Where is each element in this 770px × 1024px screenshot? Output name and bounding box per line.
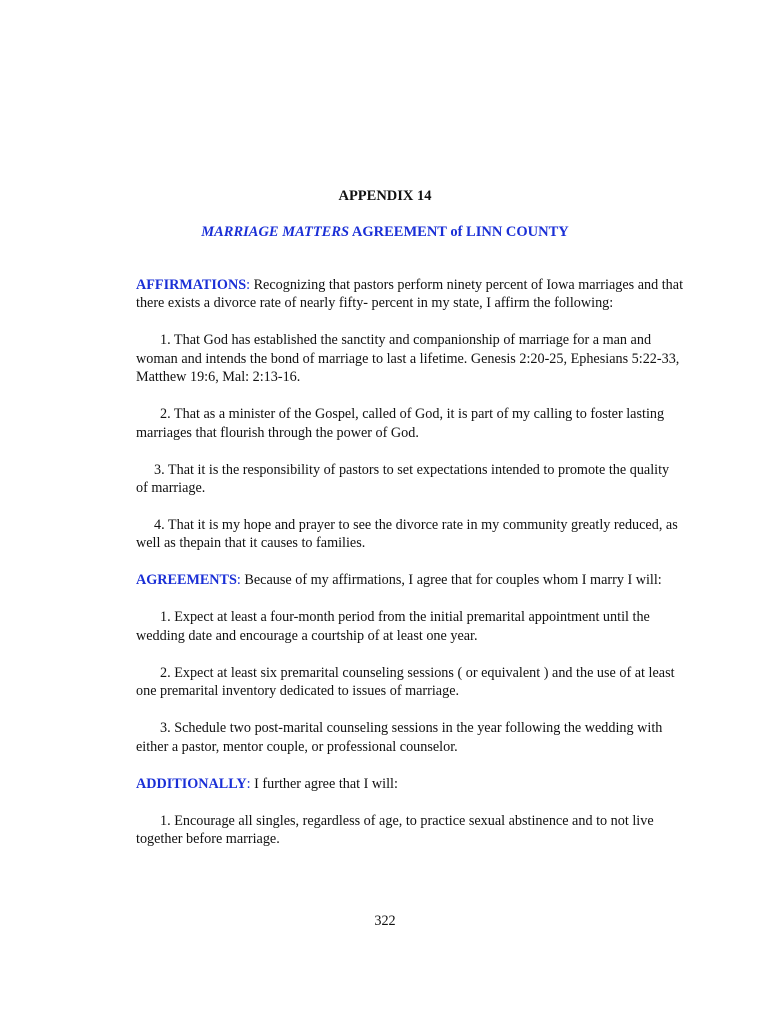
agreements-label: AGREEMENTS <box>136 572 237 589</box>
agreement-item-3: 3. Schedule two post-marital counseling sessions in the year following the wedding with either a pastor, mentor couple, or professional counselor. <box>136 720 663 755</box>
additionally-colon: : <box>246 775 251 792</box>
affirmation-item-1: 1. That God has established the sanctity and companionship of marriage for a man and woman and intends the bond of marriage to last a lifetime. Genesis 2:20-25, Ephesians 5:22-33, Matthew 19:6, Mal: 2:13-16. <box>136 332 680 386</box>
agreement-item-1: 1. Expect at least a four-month period from the initial premarital appointment until the wedding date and encourage a courtship of at least one year. <box>136 609 650 644</box>
additionally-label: ADDITIONALLY <box>136 775 247 792</box>
agreement-title-italic: MARRIAGE MATTERS <box>201 224 350 240</box>
additionally-intro <box>136 775 684 793</box>
additionally-item-1: 1. Encourage all singles, regardless of age, to practice sexual abstinence and to not live together before marriage. <box>136 812 654 848</box>
affirmations-intro <box>136 276 684 313</box>
affirmations-label: AFFIRMATIONS <box>136 277 247 293</box>
agreement-item-2: 2. Expect at least six premarital counseling sessions ( or equivalent ) and the use of at least one premarital inventory dedicated to issues of marriage. <box>136 664 675 700</box>
agreements-colon: : <box>236 572 241 589</box>
agreement-title <box>0 224 770 241</box>
affirmation-item-3: 3. That it is the responsibility of pastors to set expectations intended to promote the quality of marriage. <box>136 461 670 497</box>
page-number: 322 <box>374 913 396 929</box>
document-body <box>136 276 684 867</box>
agreements-intro <box>136 571 684 589</box>
additionally-intro-text: I further agree that I will: <box>250 775 398 792</box>
affirmations-colon: : <box>246 277 251 293</box>
appendix-title: APPENDIX 14 <box>338 188 432 204</box>
agreements-intro-text: Because of my affirmations, I agree that for couples whom I marry I will: <box>240 572 662 589</box>
agreement-title-rest: AGREEMENT of LINN COUNTY <box>349 224 569 240</box>
affirmation-item-4: 4. That it is my hope and prayer to see the divorce rate in my community greatly reduced, as well as thepain that it causes to families. <box>136 517 678 552</box>
affirmations-intro-text: Recognizing that pastors perform ninety percent of Iowa marriages and that there exists a divorce rate of nearly fifty- percent in my state, I affirm the following: <box>136 277 684 312</box>
affirmation-item-2: 2. That as a minister of the Gospel, called of God, it is part of my calling to foster lasting marriages that flourish through the power of God. <box>136 406 665 441</box>
